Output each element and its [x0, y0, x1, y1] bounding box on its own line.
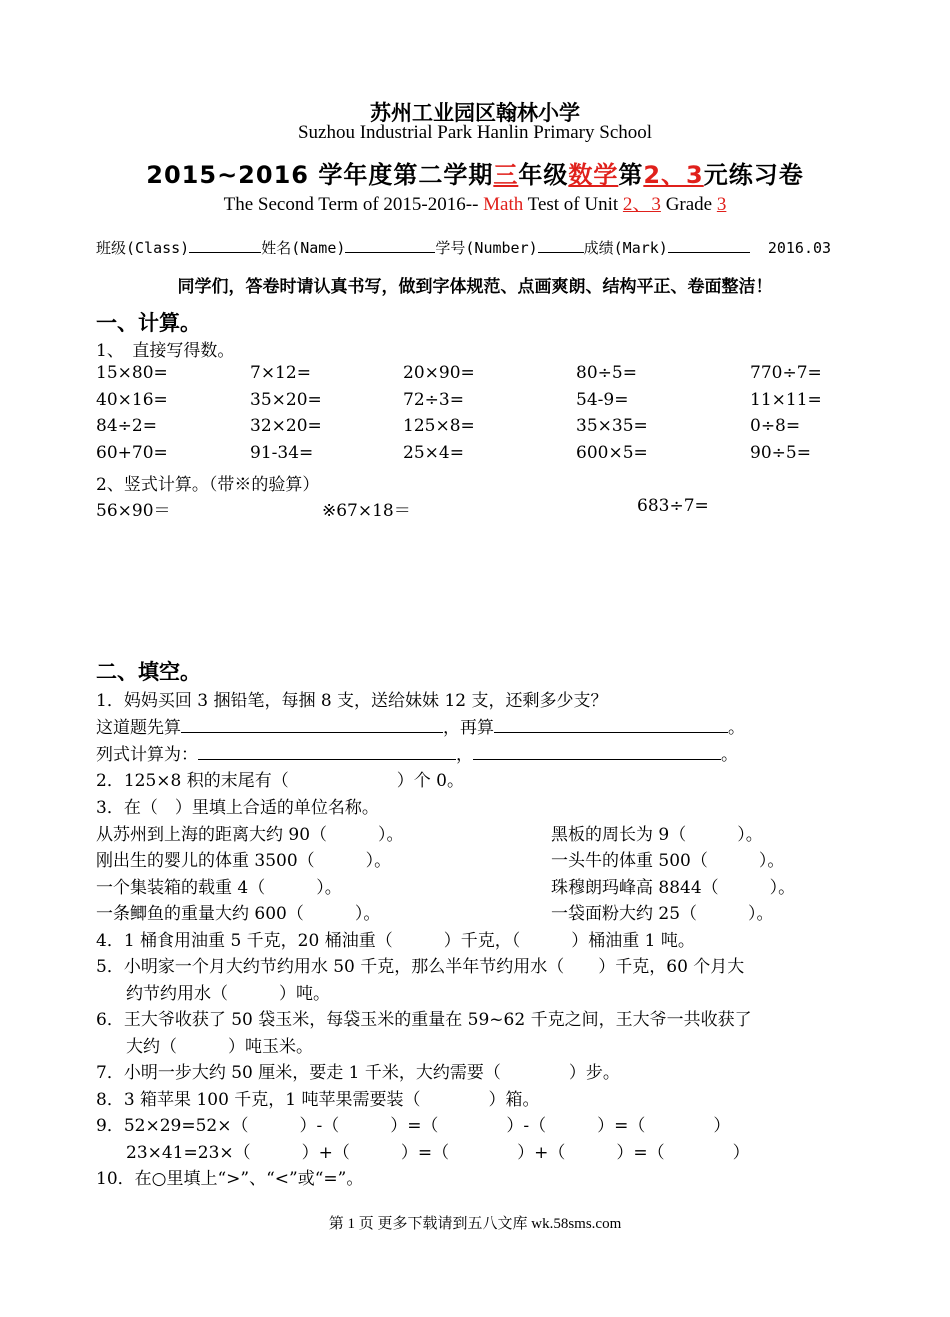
- fill-q5-line1: 5．小明家一个月大约节约用水 50 千克，那么半年节约用水（ ）千克，60 个月大: [96, 957, 745, 977]
- title-cn-suffix: 元练习卷: [703, 161, 804, 189]
- oral-item: 600×5=: [576, 443, 648, 463]
- instructions-notice: 同学们，答卷时请认真书写，做到字体规范、点画爽朗、结构平正、卷面整洁！: [177, 277, 773, 297]
- vertical-calc-item: ※67×18＝: [322, 501, 411, 521]
- oral-item: 20×90=: [403, 363, 475, 383]
- oral-item: 25×4=: [403, 443, 464, 463]
- unit-item: 刚出生的婴儿的体重 3500（ ）。: [96, 851, 392, 871]
- vertical-calc-item: 683÷7=: [637, 496, 709, 516]
- exam-date: 2016.03: [767, 239, 832, 257]
- oral-item: 7×12=: [250, 363, 311, 383]
- oral-item: 125×8=: [403, 416, 475, 436]
- title-en-subject: Math: [483, 194, 524, 215]
- class-field[interactable]: [189, 238, 261, 253]
- title-cn-grade-suffix: 年级: [518, 161, 569, 189]
- oral-item: 32×20=: [250, 416, 322, 436]
- fill-q1-formula: [96, 740, 738, 765]
- oral-item: 72÷3=: [403, 390, 464, 410]
- fill-q6-line1: 6．王大爷收获了 50 袋玉米，每袋玉米的重量在 59~62 千克之间，王大爷一共收获了: [96, 1010, 752, 1030]
- fill-q4: 4．1 桶食用油重 5 千克，20 桶油重（ ）千克，（ ）桶油重 1 吨。: [96, 931, 695, 951]
- section1-title: 一、计算。: [96, 311, 201, 335]
- oral-item: 91-34=: [250, 443, 314, 463]
- fill-q10: 10．在○里填上“>”、“<”或“=”。: [96, 1169, 364, 1189]
- fill-q8: 8．3 箱苹果 100 千克，1 吨苹果需要装（ ）箱。: [96, 1090, 540, 1110]
- unit-item: 珠穆朗玛峰高 8844（ ）。: [551, 878, 796, 898]
- fill-q1-steps: [96, 713, 745, 738]
- oral-item: 11×11=: [750, 390, 822, 410]
- name-label: 姓名(Name): [261, 239, 346, 257]
- q2-text-a: 2．125×8 积的末尾有（: [96, 771, 289, 791]
- school-name-en: Suzhou Industrial Park Hanlin Primary School: [297, 122, 653, 143]
- q1-formula-blank-1[interactable]: [198, 743, 456, 760]
- title-cn-unit-prefix: 第: [618, 161, 644, 189]
- q1-then-blank[interactable]: [494, 716, 728, 733]
- q2-title: 2、竖式计算。（带※的验算）: [96, 475, 320, 495]
- q1-formula-label: 列式计算为：: [96, 745, 198, 765]
- number-field[interactable]: [538, 238, 584, 253]
- q1-formula-comma: ，: [456, 745, 473, 765]
- oral-item: 35×20=: [250, 390, 322, 410]
- fill-q1: 1．妈妈买回 3 捆铅笔，每捆 8 支，送给妹妹 12 支，还剩多少支？: [96, 691, 608, 711]
- fill-q3: 3．在（ ）里填上合适的单位名称。: [96, 798, 379, 818]
- oral-item: 0÷8=: [750, 416, 801, 436]
- q1-formula-blank-2[interactable]: [473, 743, 721, 760]
- title-cn-term: 2015~2016 学年度第二学期: [146, 161, 494, 189]
- title-en-units: 2、3: [622, 194, 661, 215]
- title-en-grade: 3: [716, 194, 727, 215]
- oral-item: 60+70=: [96, 443, 168, 463]
- oral-item: 770÷7=: [750, 363, 822, 383]
- oral-item: 35×35=: [576, 416, 648, 436]
- number-label: 学号(Number): [435, 239, 538, 257]
- unit-item: 一袋面粉大约 25（ ）。: [551, 904, 774, 924]
- title-en-term: The Second Term of 2015-2016--: [223, 194, 484, 215]
- q1-first-label: 这道题先算: [96, 718, 181, 738]
- unit-item: 黑板的周长为 9（ ）。: [551, 825, 763, 845]
- page-footer: 第 1 页 更多下载请到五八文库 wk.58sms.com: [328, 1216, 622, 1232]
- exam-title-en: [0, 189, 950, 216]
- mark-field[interactable]: [668, 238, 750, 253]
- fill-q9-line1: 9．52×29=52×（ ）-（ ）=（ ）-（ ）=（ ）: [96, 1116, 731, 1136]
- q1-title: 1、 直接写得数。: [96, 341, 235, 361]
- fill-q5-line2: 约节约用水（ ）吨。: [126, 984, 330, 1004]
- title-en-unit-prefix: Test of Unit: [523, 194, 623, 215]
- title-cn-units: 2、3: [643, 161, 704, 189]
- title-en-grade-prefix: Grade: [660, 194, 717, 215]
- oral-item: 84÷2=: [96, 416, 157, 436]
- exam-title-cn: [0, 155, 950, 190]
- unit-item: 一个集装箱的载重 4（ ）。: [96, 878, 342, 898]
- vertical-calc-item: 56×90＝: [96, 501, 171, 521]
- unit-item: 从苏州到上海的距离大约 90（ ）。: [96, 825, 404, 845]
- oral-item: 40×16=: [96, 390, 168, 410]
- q1-first-blank[interactable]: [181, 716, 443, 733]
- mark-label: 成绩(Mark): [583, 239, 668, 257]
- school-name-cn: 苏州工业园区翰林小学: [370, 101, 580, 125]
- title-cn-grade: 三: [493, 161, 519, 189]
- section2-title: 二、填空。: [96, 660, 201, 684]
- unit-item: 一条鲫鱼的重量大约 600（ ）。: [96, 904, 381, 924]
- fill-q7: 7．小明一步大约 50 厘米，要走 1 千米，大约需要（ ）步。: [96, 1063, 620, 1083]
- class-label: 班级(Class): [96, 239, 190, 257]
- student-info-row: [96, 237, 831, 258]
- name-field[interactable]: [345, 238, 435, 253]
- oral-item: 90÷5=: [750, 443, 811, 463]
- unit-item: 一头牛的体重 500（ ）。: [551, 851, 785, 871]
- q1-formula-end: 。: [721, 745, 738, 765]
- fill-q6-line2: 大约（ ）吨玉米。: [126, 1037, 313, 1057]
- title-cn-subject: 数学: [568, 161, 619, 189]
- fill-q9-line2: 23×41=23×（ ）+（ ）=（ ）+（ ）=（ ）: [126, 1143, 750, 1163]
- oral-item: 54-9=: [576, 390, 629, 410]
- oral-item: 15×80=: [96, 363, 168, 383]
- fill-q2: [96, 766, 464, 791]
- oral-item: 80÷5=: [576, 363, 637, 383]
- q2-text-b: ）个 0。: [396, 771, 464, 791]
- q1-end: 。: [728, 718, 745, 738]
- q1-then-label: ，再算: [443, 718, 494, 738]
